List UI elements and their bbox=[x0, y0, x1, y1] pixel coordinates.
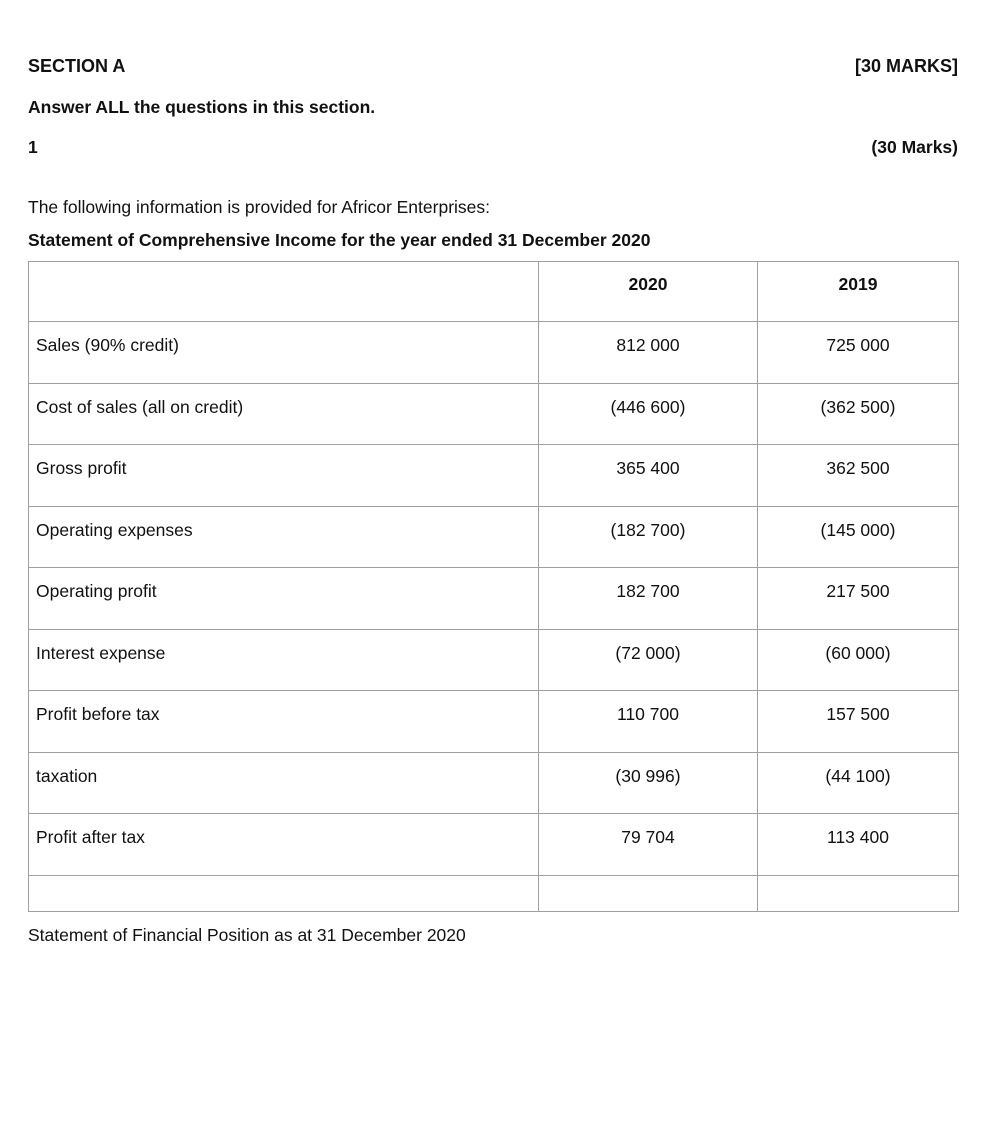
row-label: Operating expenses bbox=[29, 506, 539, 568]
table-row bbox=[29, 814, 959, 876]
value-2019: (362 500) bbox=[758, 383, 959, 445]
value-2020: 365 400 bbox=[539, 445, 758, 507]
table-row bbox=[29, 752, 959, 814]
table-row bbox=[29, 691, 959, 753]
row-label: Profit after tax bbox=[29, 814, 539, 876]
blank-row bbox=[29, 875, 959, 911]
blank-cell bbox=[539, 875, 758, 911]
table-row bbox=[29, 445, 959, 507]
blank-cell bbox=[29, 875, 539, 911]
income-statement-table bbox=[28, 261, 959, 912]
header-2019: 2019 bbox=[758, 262, 959, 322]
header-label-column bbox=[29, 262, 539, 322]
value-2020: (446 600) bbox=[539, 383, 758, 445]
value-2020: 182 700 bbox=[539, 568, 758, 630]
financial-position-title: Statement of Financial Position as at 31 December 2020 bbox=[28, 925, 466, 945]
row-label: Operating profit bbox=[29, 568, 539, 630]
question-number: 1 bbox=[28, 137, 38, 157]
row-label: Interest expense bbox=[29, 629, 539, 691]
value-2019: 362 500 bbox=[758, 445, 959, 507]
income-statement-title: Statement of Comprehensive Income for the year ended 31 December 2020 bbox=[28, 230, 651, 250]
table-row bbox=[29, 568, 959, 630]
table-header-row bbox=[29, 262, 959, 322]
value-2020: (30 996) bbox=[539, 752, 758, 814]
table-row bbox=[29, 506, 959, 568]
section-marks: [30 MARKS] bbox=[854, 56, 958, 76]
value-2019: 113 400 bbox=[758, 814, 959, 876]
table-row bbox=[29, 322, 959, 384]
value-2019: (145 000) bbox=[758, 506, 959, 568]
row-label: Cost of sales (all on credit) bbox=[29, 383, 539, 445]
header-2020: 2020 bbox=[539, 262, 758, 322]
row-label: Gross profit bbox=[29, 445, 539, 507]
table-row bbox=[29, 629, 959, 691]
value-2019: 157 500 bbox=[758, 691, 959, 753]
question-intro: The following information is provided for Africor Enterprises: bbox=[28, 197, 491, 217]
value-2020: (182 700) bbox=[539, 506, 758, 568]
row-label: Profit before tax bbox=[29, 691, 539, 753]
section-instruction: Answer ALL the questions in this section. bbox=[28, 97, 376, 117]
value-2019: (60 000) bbox=[758, 629, 959, 691]
value-2019: 217 500 bbox=[758, 568, 959, 630]
section-title: SECTION A bbox=[28, 56, 126, 76]
value-2020: 812 000 bbox=[539, 322, 758, 384]
value-2019: (44 100) bbox=[758, 752, 959, 814]
question-marks: (30 Marks) bbox=[871, 137, 958, 157]
value-2020: 79 704 bbox=[539, 814, 758, 876]
table-row bbox=[29, 383, 959, 445]
value-2020: (72 000) bbox=[539, 629, 758, 691]
value-2020: 110 700 bbox=[539, 691, 758, 753]
row-label: Sales (90% credit) bbox=[29, 322, 539, 384]
value-2019: 725 000 bbox=[758, 322, 959, 384]
row-label: taxation bbox=[29, 752, 539, 814]
blank-cell bbox=[758, 875, 959, 911]
